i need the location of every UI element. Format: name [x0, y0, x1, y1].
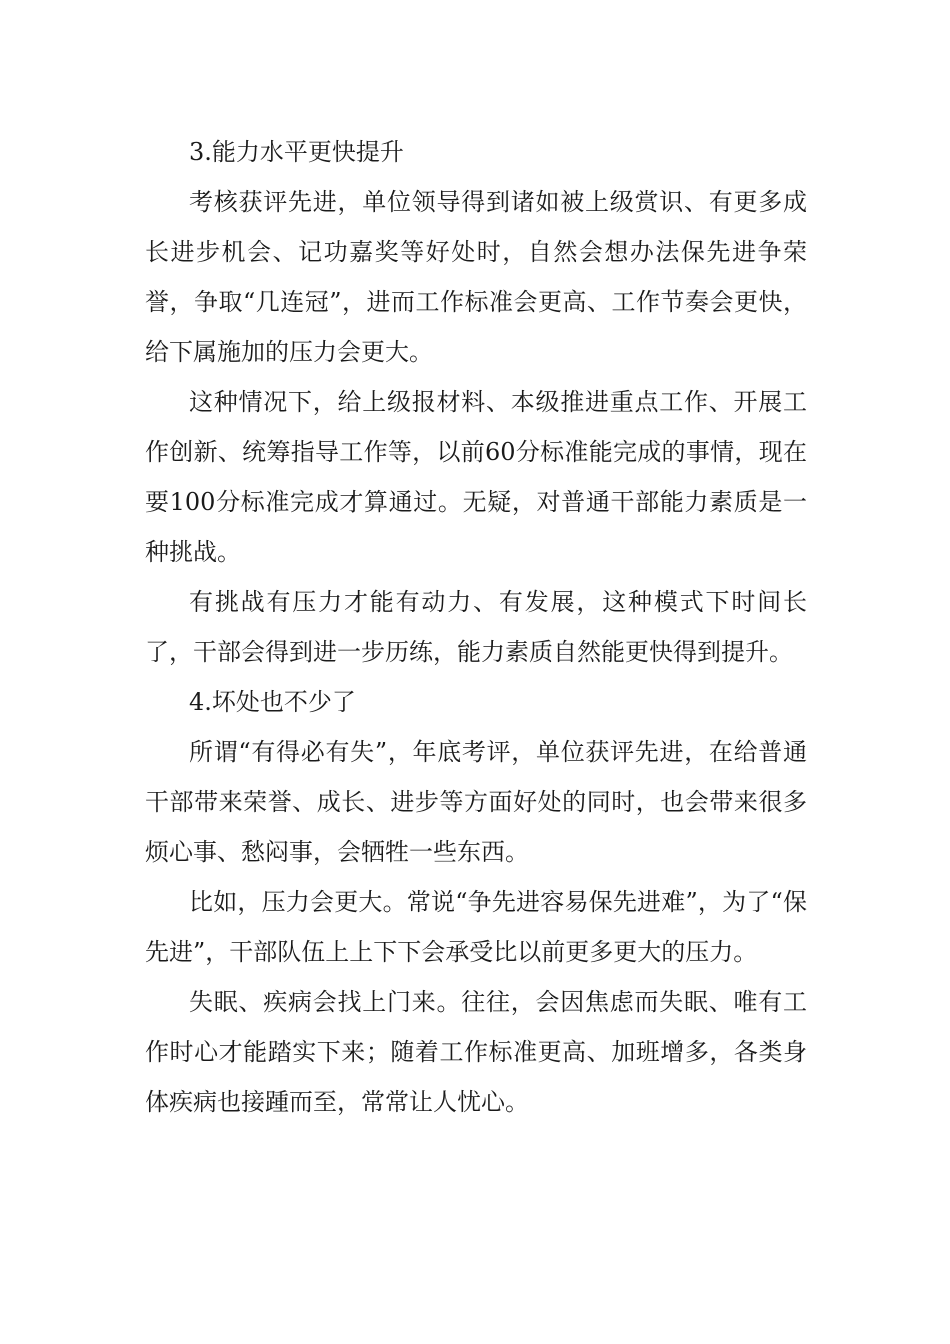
paragraph: 这种情况下，给上级报材料、本级推进重点工作、开展工作创新、统筹指导工作等，以前60分标准能完成的事情，现在要100分标准完成才算通过。无疑，对普通干部能力素质是一种挑战。 — [145, 388, 807, 566]
paragraph: 失眠、疾病会找上门来。往往，会因焦虑而失眠、唯有工作时心才能踏实下来；随着工作标准更高、加班增多，各类身体疾病也接踵而至，常常让人忧心。 — [145, 988, 807, 1116]
paragraph: 比如，压力会更大。常说“争先进容易保先进难”，为了“保先进”，干部队伍上上下下会承受比以前更多更大的压力。 — [145, 888, 807, 966]
paragraph: 有挑战有压力才能有动力、有发展，这种模式下时间长了，干部会得到进一步历练，能力素质自然能更快得到提升。 — [145, 588, 807, 666]
paragraph: 所谓“有得必有失”，年底考评，单位获评先进，在给普通干部带来荣誉、成长、进步等方面好处的同时，也会带来很多烦心事、愁闷事，会牺牲一些东西。 — [145, 738, 807, 866]
section-heading-4: 4.坏处也不少了 — [189, 688, 356, 716]
paragraph: 考核获评先进，单位领导得到诸如被上级赏识、有更多成长进步机会、记功嘉奖等好处时，自然会想办法保先进争荣誉，争取“几连冠”，进而工作标准会更高、工作节奏会更快，给下属施加的压力会更大。 — [145, 188, 807, 366]
document-body — [145, 127, 807, 1127]
section-heading-3: 3.能力水平更快提升 — [189, 138, 404, 166]
